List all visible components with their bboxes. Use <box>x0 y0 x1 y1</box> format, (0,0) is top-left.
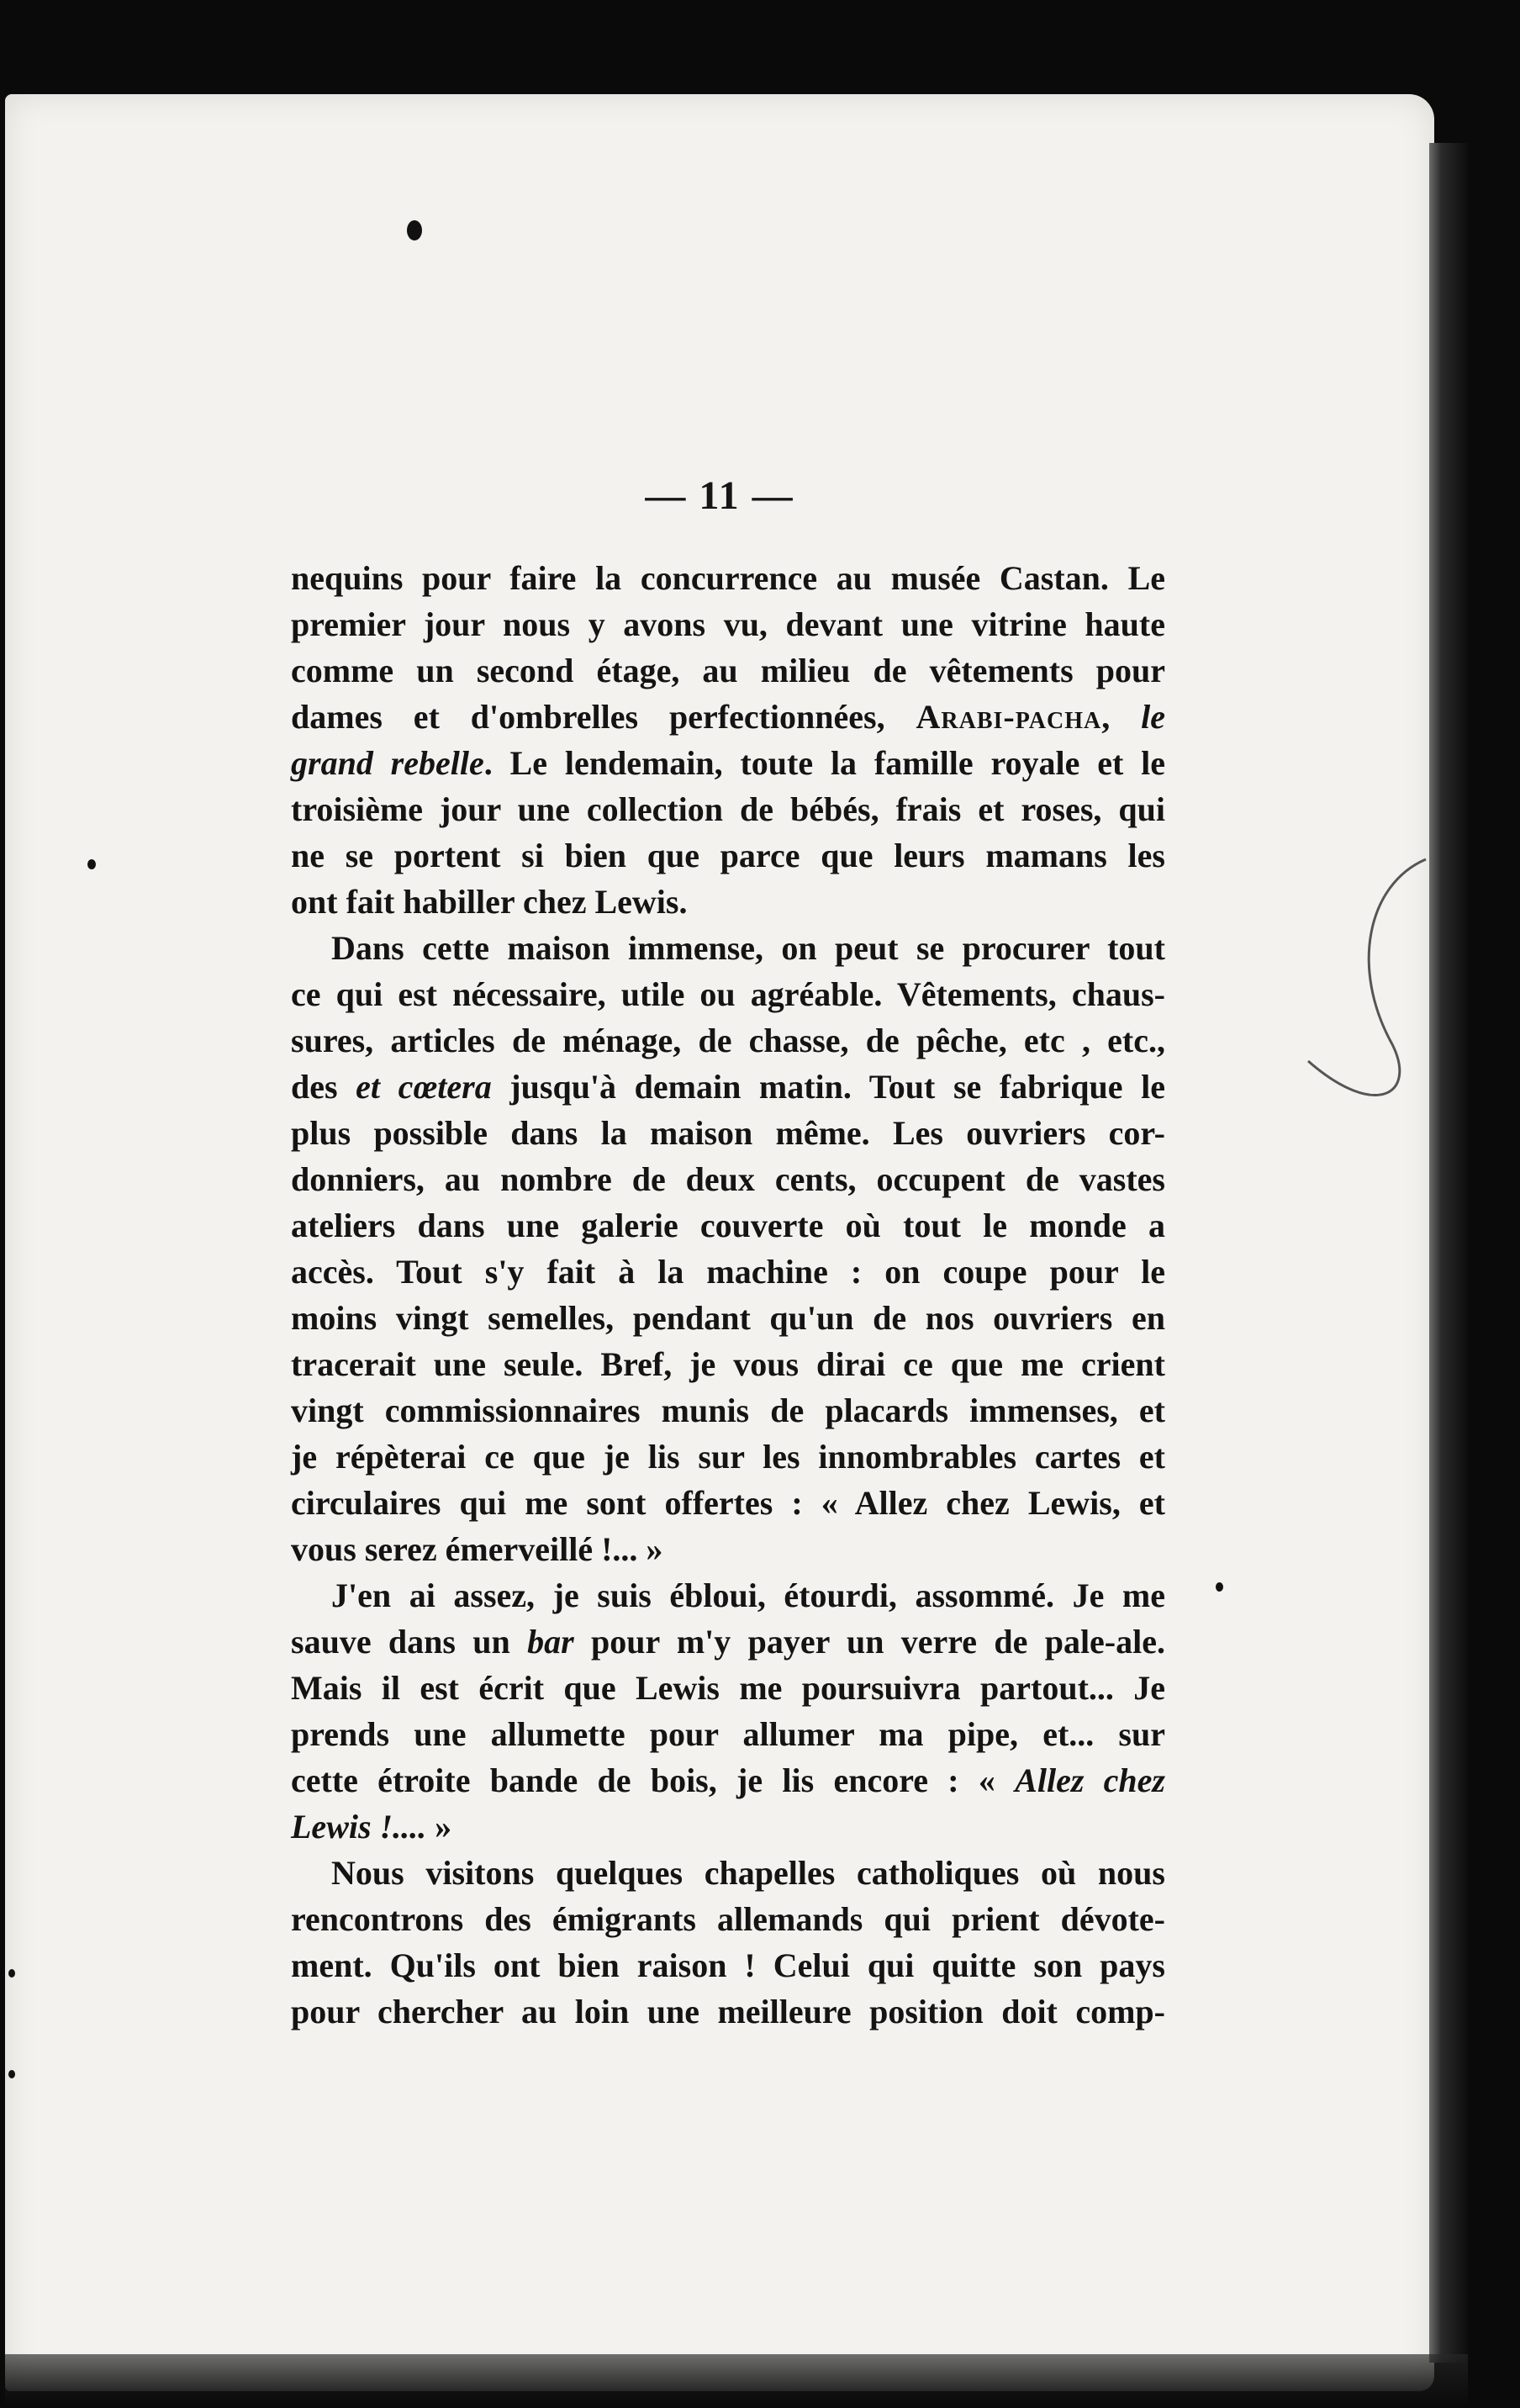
ink-speck <box>87 859 96 869</box>
ink-speck <box>8 2070 15 2078</box>
paragraph <box>291 925 1165 1572</box>
text-run: dames et d'ombrelles perfectionnées, <box>291 698 916 736</box>
text-line: donniers, au nombre de deux cents, occupent de vastes <box>291 1160 1165 1198</box>
text-line: Nous visitons quelques chapelles catholiques où nous <box>331 1854 1165 1892</box>
text-line: Dans cette maison immense, on peut se procurer tout <box>331 929 1165 967</box>
ink-speck <box>8 1969 15 1978</box>
paragraph <box>291 555 1165 925</box>
text-line: accès. Tout s'y fait à la machine : on coupe pour le <box>291 1253 1165 1291</box>
text-line <box>291 740 1165 786</box>
paper-sheet <box>5 94 1434 2391</box>
text-line: ment. Qu'ils ont bien raison ! Celui qui quitte son pays <box>291 1946 1165 1984</box>
paragraph <box>291 1572 1165 1850</box>
text-line <box>291 1757 1165 1803</box>
text-run: , <box>1101 698 1142 736</box>
text-line: troisième jour une collection de bébés, frais et roses, qui <box>291 790 1165 828</box>
text-line: premier jour nous y avons vu, devant une vitrine haute <box>291 605 1165 643</box>
text-line: tracerait une seule. Bref, je vous dirai ce que me crient <box>291 1345 1165 1383</box>
text-line: prends une allumette pour allumer ma pipe, et... sur <box>291 1715 1165 1753</box>
text-run: jusqu'à demain matin. Tout se fabrique le <box>491 1068 1165 1106</box>
text-line: je répèterai ce que je lis sur les innombrables cartes et <box>291 1438 1165 1476</box>
text-line <box>291 1064 1165 1110</box>
text-line <box>291 1803 1165 1850</box>
text-line <box>291 694 1165 740</box>
paragraph <box>291 1850 1165 2035</box>
text-line <box>291 1619 1165 1665</box>
italic-text: le <box>1141 698 1166 736</box>
text-line: J'en ai assez, je suis ébloui, étourdi, assommé. Je me <box>331 1576 1165 1614</box>
text-line: sures, articles de ménage, de chasse, de pêche, etc , etc., <box>291 1022 1165 1059</box>
text-line: ne se portent si bien que parce que leurs mamans les <box>291 837 1165 874</box>
text-line: ce qui est nécessaire, utile ou agréable. Vêtements, chaus- <box>291 975 1165 1013</box>
text-line: vous serez émerveillé !... » <box>291 1530 663 1568</box>
text-run: sauve dans un <box>291 1623 528 1661</box>
text-line: ont fait habiller chez Lewis. <box>291 883 688 921</box>
text-line: rencontrons des émigrants allemands qui prient dévote- <box>291 1900 1165 1938</box>
text-run: » <box>426 1808 452 1846</box>
text-line: circulaires qui me sont offertes : « Allez chez Lewis, et <box>291 1484 1165 1522</box>
text-line: vingt commissionnaires munis de placards immenses, et <box>291 1391 1165 1429</box>
text-run: cette étroite bande de bois, je lis encore : « <box>291 1761 1016 1799</box>
text-line: moins vingt semelles, pendant qu'un de nos ouvriers en <box>291 1299 1165 1337</box>
italic-text: bar <box>527 1623 574 1661</box>
text-line: ateliers dans une galerie couverte où tout le monde a <box>291 1207 1165 1244</box>
body-text <box>291 555 1165 2035</box>
ink-speck <box>1216 1582 1223 1592</box>
page-edge-shadow <box>1429 143 1470 2363</box>
bottom-shadow <box>5 2354 1468 2408</box>
text-line: comme un second étage, au milieu de vêtements pour <box>291 652 1165 689</box>
name-smallcaps: Arabi-pacha <box>916 698 1102 736</box>
text-line: plus possible dans la maison même. Les ouvriers cor- <box>291 1114 1165 1152</box>
italic-text: grand rebelle <box>291 744 484 782</box>
margin-pencil-mark <box>1300 851 1434 1137</box>
text-run: . Le lendemain, toute la famille royale et le <box>483 744 1165 782</box>
text-line: Mais il est écrit que Lewis me poursuivra partout... Je <box>291 1669 1165 1707</box>
italic-text: Allez chez <box>1015 1761 1166 1799</box>
italic-text: et cœtera <box>356 1068 492 1106</box>
text-line: nequins pour faire la concurrence au musée Castan. Le <box>291 559 1165 597</box>
text-line: pour chercher au loin une meilleure position doit comp- <box>291 1993 1165 2030</box>
italic-text: Lewis !.... <box>291 1808 427 1846</box>
text-run: des <box>291 1068 356 1106</box>
ink-blot <box>407 220 422 240</box>
page-number: — 11 — <box>645 473 794 518</box>
text-run: pour m'y payer un verre de pale-ale. <box>573 1623 1165 1661</box>
